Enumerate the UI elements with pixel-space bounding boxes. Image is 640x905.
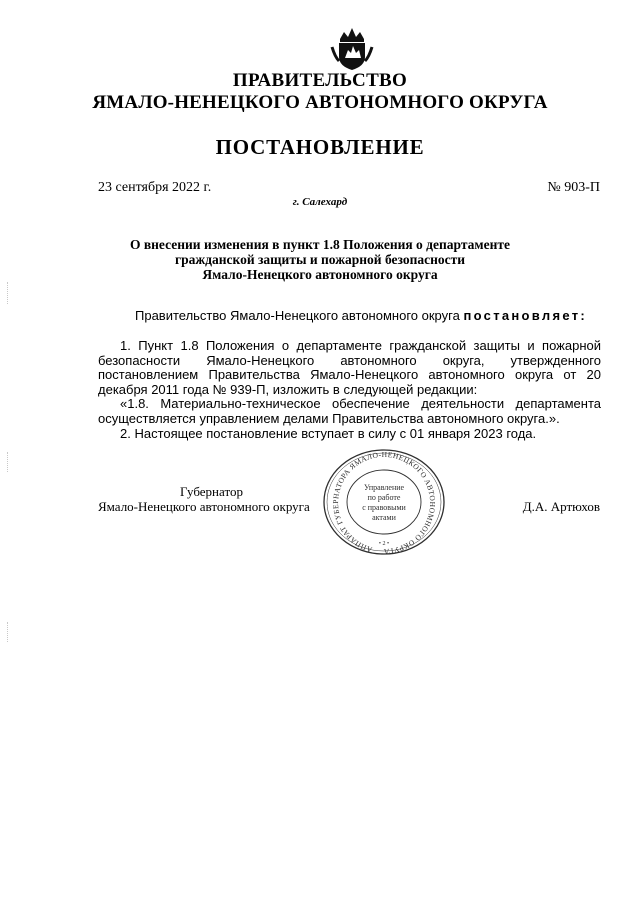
stamp-inner-line: Управление [363, 483, 405, 492]
body-paragraph-1: 1. Пункт 1.8 Положения о департаменте гражданской защиты и пожарной безопасности Ямало-Ненецкого автономного округа, утвержденного постановлением Правительства Ямало-Ненецкого автономного округа от 20 декабря 2011 года № 939-П, изложить в следующей редакции: [98, 338, 601, 397]
document-number: № 903-П [547, 180, 600, 195]
signatory-position-line1: Губернатор [180, 484, 243, 499]
document-heading [120, 237, 520, 282]
signatory-position-line2: Ямало-Ненецкого автономного округа [98, 499, 310, 514]
margin-scan-mark [7, 452, 11, 472]
stamp-inner-line: по работе [367, 493, 401, 502]
coat-of-arms-emblem [330, 25, 374, 71]
document-city: г. Салехард [292, 196, 348, 208]
body-paragraph-3: 2. Настоящее постановление вступает в силу с 01 января 2023 года. [120, 425, 537, 441]
stamp-bottom-mark: • 2 • [378, 541, 390, 547]
heading-line: Ямало-Ненецкого автономного округа [202, 267, 438, 282]
heading-line: гражданской защиты и пожарной безопасности [174, 252, 466, 267]
preamble-text: Правительство Ямало-Ненецкого автономного округа [135, 308, 460, 323]
organization-name-line2: ЯМАЛО-НЕНЕЦКОГО АВТОНОМНОГО ОКРУГА [92, 92, 548, 113]
preamble [135, 308, 587, 323]
stamp-inner-line: актами [372, 513, 396, 522]
preamble-action: постановляет: [463, 308, 587, 323]
document-type: ПОСТАНОВЛЕНИЕ [215, 135, 425, 159]
document-body [98, 339, 601, 441]
organization-name-line1: ПРАВИТЕЛЬСТВО [232, 70, 408, 91]
margin-scan-mark [7, 282, 11, 304]
stamp-outer-text: АППАРАТ ГУБЕРНАТОРА ЯМАЛО-НЕНЕЦКОГО АВТОНОМНОГО ОКРУГА [331, 449, 438, 557]
margin-scan-mark [7, 622, 11, 642]
official-stamp [318, 446, 450, 558]
signatory-name: Д.А. Артюхов [522, 499, 600, 514]
body-paragraph-2: «1.8. Материально-техническое обеспечение деятельности департамента осуществляется управлением делами Правительства автономного округа.». [98, 396, 601, 426]
heading-line: О внесении изменения в пункт 1.8 Положения о департаменте [129, 237, 510, 252]
stamp-inner-line: с правовыми [362, 503, 406, 512]
document-date: 23 сентября 2022 г. [98, 180, 212, 195]
